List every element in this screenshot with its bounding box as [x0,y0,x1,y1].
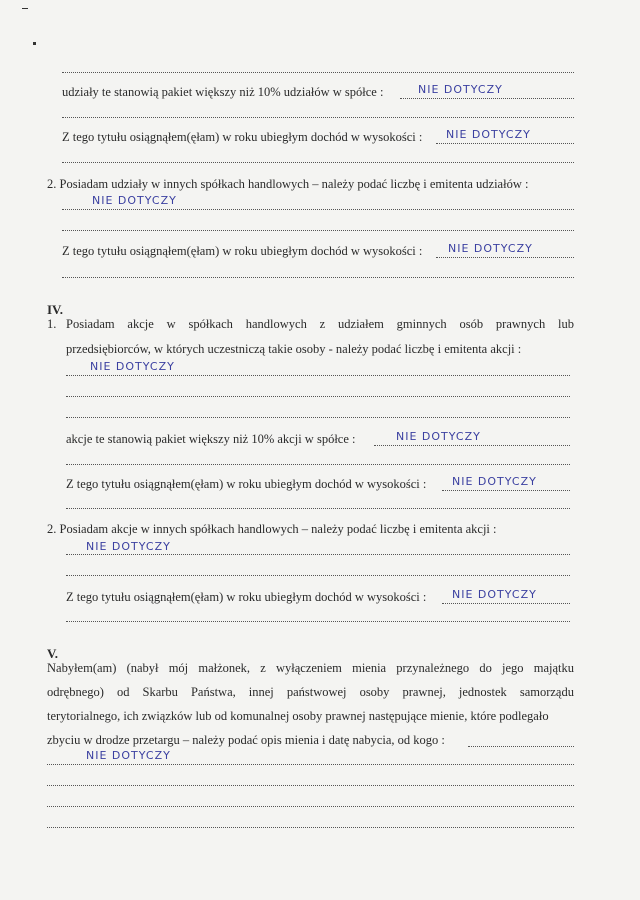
fill-line [442,490,570,491]
section-v-line-2: odrębnego) od Skarbu Państwa, innej państwowej osoby prawnej, jednostek samorządu [47,685,574,699]
fill-line [400,98,574,99]
item-1-line-1: Posiadam akcje w spółkach handlowych z udziałem gminnych osób prawnych lub [66,317,574,331]
fill-line [436,143,574,144]
fill-line [66,508,570,509]
fill-line [66,417,570,418]
fill-line [66,554,570,555]
item-1-line-2: przedsiębiorców, w których uczestniczą takie osoby - należy podać liczbę i emitenta akcji : [66,342,522,356]
item-2-label: 2. Posiadam akcje w innych spółkach handlowych – należy podać liczbę i emitenta akcji : [47,522,497,536]
fill-line [62,230,574,231]
handwritten-value: NIE DOTYCZY [86,540,171,553]
fill-line [66,464,570,465]
fill-line [66,575,570,576]
fill-line [47,785,574,786]
fill-line [374,445,570,446]
income-label: Z tego tytułu osiągnąłem(ęłam) w roku ubiegłym dochód w wysokości : [66,477,427,491]
fill-line [442,603,570,604]
section-iv-heading: IV. [47,302,64,317]
handwritten-value: NIE DOTYCZY [396,430,481,443]
section-v-heading: V. [47,646,58,661]
income-label: Z tego tytułu osiągnąłem(ęłam) w roku ubiegłym dochód w wysokości : [66,590,427,604]
section-v-line-4: zbyciu w drodze przetargu – należy podać opis mienia i datę nabycia, od kogo : [47,733,445,747]
fill-line [47,806,574,807]
fill-line [47,764,574,765]
handwritten-value: NIE DOTYCZY [446,128,531,141]
handwritten-value: NIE DOTYCZY [452,475,537,488]
fill-line [62,209,574,210]
section-v-line-1: Nabyłem(am) (nabył mój małżonek, z wyłączeniem mienia przynależnego do jego majątku [47,661,574,675]
shares-over-10-label: akcje te stanowią pakiet większy niż 10% akcji w spółce : [66,432,356,446]
income-label: Z tego tytułu osiągnąłem(ęłam) w roku ubiegłym dochód w wysokości : [62,244,423,258]
handwritten-value: NIE DOTYCZY [92,194,177,207]
fill-line [66,396,570,397]
fill-line [62,117,574,118]
item-1-number: 1. [47,317,57,331]
fill-line [62,277,574,278]
handwritten-value: NIE DOTYCZY [86,749,171,762]
fill-line [468,746,574,747]
scan-speck [33,42,36,45]
handwritten-value: NIE DOTYCZY [452,588,537,601]
fill-line [66,621,570,622]
fill-line [62,72,574,73]
handwritten-value: NIE DOTYCZY [418,83,503,96]
shares-over-10-label: udziały te stanowią pakiet większy niż 10% udziałów w spółce : [62,85,384,99]
section-v-line-3: terytorialnego, ich związków lub od komunalnej osoby prawnej następujące mienie, które podlegało [47,709,549,723]
income-label: Z tego tytułu osiągnąłem(ęłam) w roku ubiegłym dochód w wysokości : [62,130,423,144]
fill-line [47,827,574,828]
handwritten-value: NIE DOTYCZY [448,242,533,255]
item-2-label: 2. Posiadam udziały w innych spółkach handlowych – należy podać liczbę i emitenta udziałów : [47,177,529,191]
scan-speck [22,8,28,9]
fill-line [66,375,570,376]
fill-line [62,162,574,163]
fill-line [436,257,574,258]
handwritten-value: NIE DOTYCZY [90,360,175,373]
